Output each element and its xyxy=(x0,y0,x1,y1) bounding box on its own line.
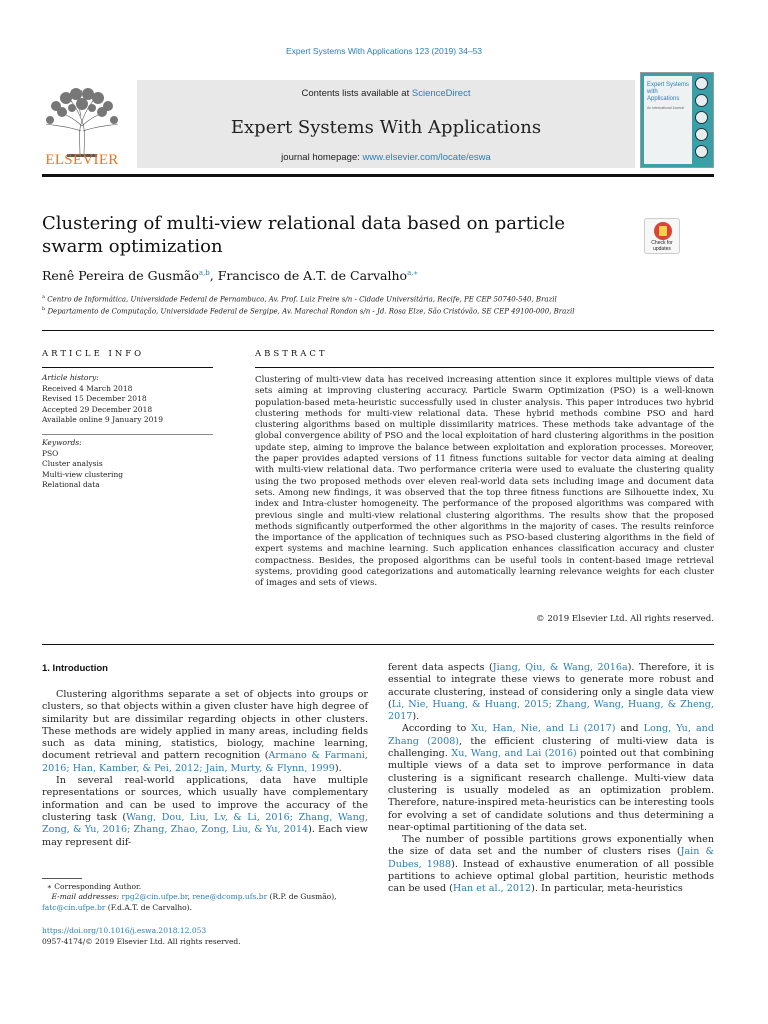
history-label: Article history: xyxy=(42,373,99,382)
email-link[interactable]: rene@dcomp.ufs.br xyxy=(192,892,268,902)
divider xyxy=(42,367,213,368)
journal-citation[interactable]: Expert Systems With Applications 123 (2019) 34–53 xyxy=(285,46,483,56)
citation-link[interactable]: Han et al., 2012 xyxy=(452,883,532,895)
citation-link[interactable]: Li, Nie, Huang, & Huang, 2015; Zhang, Wang, Huang, & Zheng, 2017 xyxy=(388,698,714,723)
email-note: E-mail addresses: rpg2@cin.ufpe.br, rene@dcomp.ufs.br (R.P. de Gusmão), xyxy=(51,892,337,902)
bookmark-icon xyxy=(654,222,672,240)
globe-icon xyxy=(695,145,708,158)
elsevier-wordmark: ELSEVIER xyxy=(45,152,119,168)
citation-link[interactable]: Armano & Farmani, 2016; Han, Kamber, & Pei, 2012; Jain, Murty, & Flynn, 1999 xyxy=(42,750,368,774)
keyword: PSO xyxy=(42,448,59,458)
divider xyxy=(42,330,714,331)
journal-homepage-link[interactable]: www.elsevier.com/locate/eswa xyxy=(362,152,491,163)
network-icon xyxy=(695,94,708,107)
paragraph: Clustering algorithms separate a set of objects into groups or clusters, so that objects within a given cluster have high degree of similarity but are dissimilar regarding objects in other clusters. These methods are widely applied in many areas, including fields such as data mining, statistics, biology, machine learning, document retrieval and pattern recognition (Armano & Farmani, 2016; Han, Kamber, & Pei, 2012; Jain, Murty, & Flynn, 1999). xyxy=(42,689,368,774)
keyword: Relational data xyxy=(42,480,100,489)
contents-line: Contents lists available at ScienceDirect xyxy=(301,88,471,99)
author-affil-ref[interactable]: a,∗ xyxy=(407,268,419,277)
citation-link[interactable]: Jiang, Qiu, & Wang, 2016a xyxy=(492,662,628,673)
check-updates-label: Check for updates xyxy=(651,240,673,252)
email-link[interactable]: rpg2@cin.ufpe.br xyxy=(121,892,188,902)
keywords-label: Keywords: xyxy=(42,438,82,447)
divider xyxy=(255,367,714,368)
history-item: Accepted 29 December 2018 xyxy=(42,404,153,414)
homepage-line: journal homepage: www.elsevier.com/locate/eswa xyxy=(281,152,491,163)
abstract-text: Clustering of multi-view data has received increasing attention since it explores multiple views of data sets aiming at improving clustering accuracy. Particle Swarm Optimization (PSO) is a well-known population-based meta-heuristic successfully used in cluster analysis. This paper introduces two hybrid clustering methods for multi-view relational data. These hybrid methods combine PSO and hard clustering algorithms based on multiple dissimilarity matrices. These methods take advantage of the global convergence ability of PSO and the local exploitation of hard clustering algorithms in the position update step, aiming to improve the balance between exploitation and exploration processes. Moreover, the paper provides adapted versions of 11 fitness functions suitable for vector data aiming at dealing with multi-view relational data. Two performance criteria were used to evaluate the clustering quality using the two proposed methods over eleven real-world data sets including image and document data sets. Among new findings, it was observed that the top three fitness functions are Silhouette index, Xu index and Intra-cluster homogeneity. The performance of the proposed algorithms was compared with previous single and multi-view relational clustering algorithms. The results show that the proposed methods significantly outperformed the other algorithms in the majority of cases. The results reinforce the importance of the application of techniques such as PSO-based clustering algorithms in the field of expert systems and machine learning. Such application enhances classification accuracy and cluster compactness. Besides, the proposed algorithms can be useful tools in content-based image retrieval systems, providing good categorizations and automatically learning relevance weights for each cluster of images and sets of views. xyxy=(255,375,714,589)
article-info-heading: ARTICLE INFO xyxy=(42,349,145,359)
body-column-left xyxy=(42,689,368,849)
gear-icon xyxy=(695,77,708,90)
author-affil-ref[interactable]: a,b xyxy=(198,268,210,277)
abstract-heading: ABSTRACT xyxy=(255,349,328,359)
citation-link[interactable]: Long, Yu, and Zhang (2008) xyxy=(388,723,715,747)
citation-link[interactable]: Jain & Dubes, 1988 xyxy=(388,846,714,870)
footnotes: ∗ Corresponding Author. E-mail addresses: rpg2@cin.ufpe.br, rene@dcomp.ufs.br (R.P. de Gusmão), fatc@cin.ufpe.br (F.d.A.T. de Carvalho). xyxy=(42,882,368,913)
chart-icon xyxy=(695,128,708,141)
body-column-right xyxy=(388,662,714,896)
abstract-copyright: © 2019 Elsevier Ltd. All rights reserved. xyxy=(536,614,714,624)
issn-copyright: 0957-4174/© 2019 Elsevier Ltd. All rights reserved. xyxy=(42,936,241,946)
brain-icon xyxy=(695,111,708,124)
doi-link[interactable]: https://doi.org/10.1016/j.eswa.2018.12.053 xyxy=(42,926,207,935)
cover-title: Expert Systems with Applications xyxy=(647,82,690,102)
keywords xyxy=(42,438,212,491)
sciencedirect-link[interactable]: ScienceDirect xyxy=(411,88,471,99)
corresponding-author-note: ∗ Corresponding Author. xyxy=(46,882,142,891)
history-item: Received 4 March 2018 xyxy=(42,383,133,393)
journal-title: Expert Systems With Applications xyxy=(230,117,542,138)
section-heading: 1. Introduction xyxy=(42,663,108,674)
check-for-updates-button[interactable] xyxy=(644,218,680,254)
journal-banner xyxy=(137,80,635,168)
keyword: Cluster analysis xyxy=(42,459,103,468)
footnote-divider xyxy=(42,878,82,879)
doi-block xyxy=(42,926,372,947)
journal-header xyxy=(42,72,714,170)
divider xyxy=(42,644,714,645)
paragraph: ferent data aspects (Jiang, Qiu, & Wang, 2016a). Therefore, it is essential to integrate these views to generate more robust and accurate clustering, instead of considering only a single data view (Li, Nie, Huang, & Huang, 2015; Zhang, Wang, Huang, & Zheng, 2017). xyxy=(388,662,715,723)
author-list: Renê Pereira de Gusmão$^{a,b}$, Francisco de A.T. de Carvalho$^{a,∗}$ xyxy=(42,268,419,283)
journal-cover-thumbnail[interactable] xyxy=(640,72,714,168)
cover-subtitle: An International Journal xyxy=(647,106,684,110)
divider xyxy=(42,434,213,435)
header-divider xyxy=(42,174,714,177)
article-title: Clustering of multi-view relational data based on particle swarm optimization xyxy=(42,213,566,257)
paragraph: According to Xu, Han, Nie, and Li (2017) and Long, Yu, and Zhang (2008), the efficient clustering of multi-view data is challenging. Xu, Wang, and Lai (2016) pointed out that combining multiple views of a data set to improve performance in data clustering is a significant research challenge. Multi-view data clustering is usually modeled as an optimization problem. Therefore, nature-inspired meta-heuristics can be interesting tools for evolving a set of candidate solutions and thus determining a near-optimal partitioning of the data set. xyxy=(388,723,715,833)
article-history xyxy=(42,373,212,426)
author-name: Francisco de A.T. de Carvalho xyxy=(217,268,408,283)
history-item: Revised 15 December 2018 xyxy=(42,394,147,403)
citation-link[interactable]: Xu, Wang, and Lai (2016) xyxy=(451,748,577,760)
affiliation-a: $^a$ Centro de Informática, Universidade Federal de Pernambuco, Av. Prof. Luiz Freire s/n - Cidade Universitária, Recife, PE CEP 50740-540, Brazil xyxy=(42,294,557,304)
paragraph: In several real-world applications, data have multiple representations or sources, which usually have complementary information and can be used to improve the accuracy of the clustering task (Wang, Dou, Liu, Lv, & Li, 2016; Zhang, Wang, Zong, & Yu, 2016; Zhang, Zhao, Zong, Liu, & Yu, 2014). Each view may represent dif- xyxy=(42,775,368,848)
citation-link[interactable]: Wang, Dou, Liu, Lv, & Li, 2016; Zhang, Wang, Zong, & Yu, 2016; Zhang, Zhao, Zong, Liu, & Yu, 2014 xyxy=(42,811,368,836)
history-item: Available online 9 January 2019 xyxy=(42,415,163,424)
email-link[interactable]: fatc@cin.ufpe.br xyxy=(42,902,106,912)
citation-link[interactable]: Xu, Han, Nie, and Li (2017) xyxy=(471,723,616,735)
author-name: Renê Pereira de Gusmão xyxy=(42,268,199,283)
cover-icons xyxy=(695,77,711,162)
keyword: Multi-view clustering xyxy=(42,469,124,479)
affiliation-b: $^b$ Departamento de Computação, Universidade Federal de Sergipe, Av. Marechal Rondon s/n - Jd. Rosa Elze, São Cristóvão, SE CEP 49100-000, Brazil xyxy=(42,306,575,316)
paragraph: The number of possible partitions grows exponentially when the size of data set and the number of clusters rises (Jain & Dubes, 1988). Instead of exhaustive enumeration of all possible partitions to achieve optimal global partition, heuristic methods can be used (Han et al., 2012). In particular, meta-heuristics xyxy=(388,834,714,895)
